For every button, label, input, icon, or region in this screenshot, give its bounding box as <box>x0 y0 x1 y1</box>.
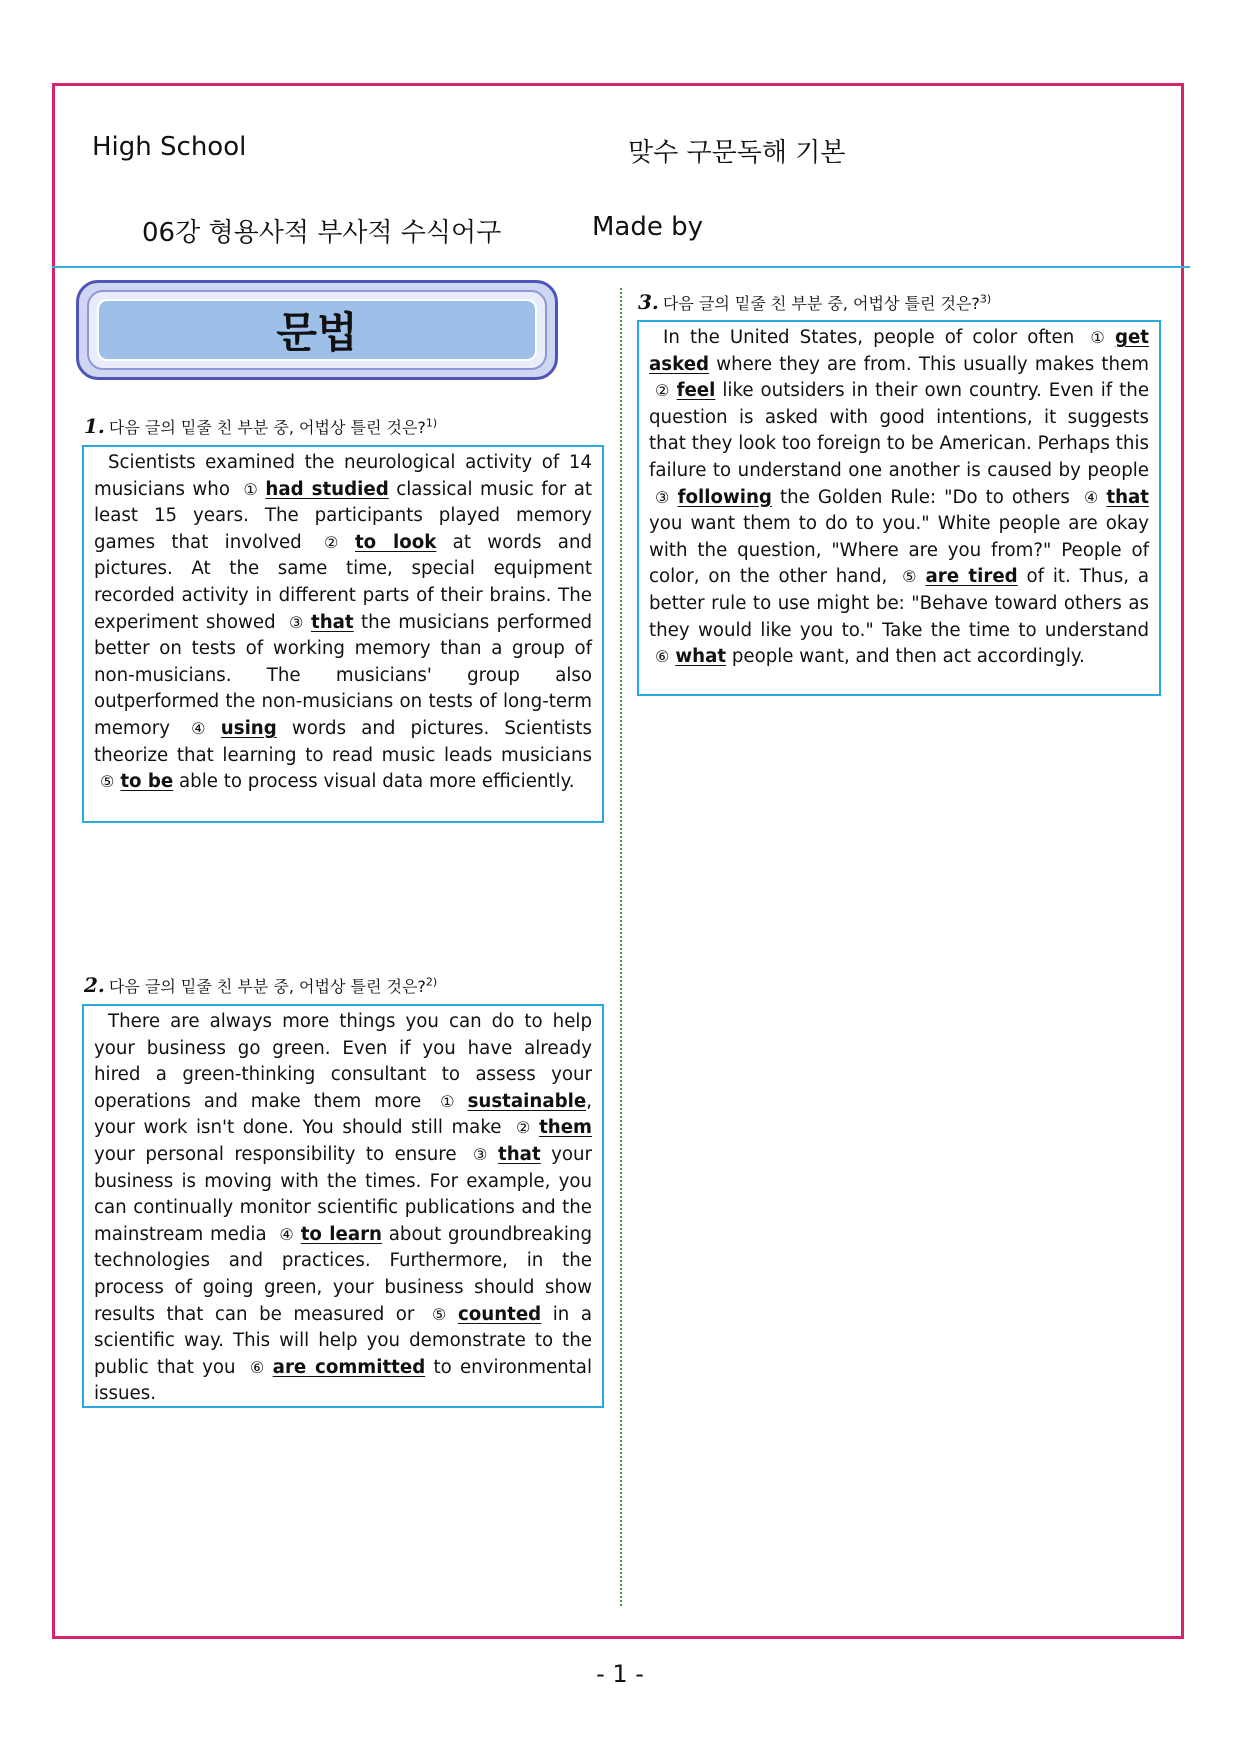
choice-marker: ⑤ <box>100 772 115 792</box>
underlined-choice: that <box>1106 486 1149 508</box>
choice-marker: ③ <box>655 487 672 507</box>
made-by-label: Made by <box>592 212 704 242</box>
choice-marker: ⑤ <box>902 567 920 587</box>
underlined-choice: feel <box>676 380 716 402</box>
passage-segment: like outsiders in their own country. Even if the question is asked with good intentions, it suggests that they look too foreign to be American. Perhaps this failure to understand one another is caused by people <box>649 380 1150 481</box>
underlined-choice: following <box>677 486 772 508</box>
question-number: 1. <box>84 414 105 438</box>
choice-marker: ③ <box>289 612 306 632</box>
question-1-passage <box>82 445 604 823</box>
underlined-choice: are tired <box>925 566 1018 588</box>
question-number: 3. <box>638 290 659 314</box>
passage-segment: at words and pictures. At the same time, special equipment recorded activity in different parts of their brains. The experiment showed <box>94 531 593 633</box>
passage-text <box>94 1009 592 1408</box>
underlined-choice: to look <box>354 531 437 553</box>
underlined-choice: are committed <box>272 1356 426 1378</box>
section-banner <box>76 280 558 380</box>
question-2-passage <box>82 1004 604 1408</box>
choice-marker: ⑥ <box>655 647 670 667</box>
passage-segment: able to process visual data more efficiently. <box>173 771 575 793</box>
choice-marker: ② <box>515 1118 534 1138</box>
footnote-marker: 3) <box>979 292 992 306</box>
header-rule <box>52 266 1190 268</box>
choice-marker: ④ <box>1083 487 1101 507</box>
choice-marker: ③ <box>473 1144 493 1164</box>
passage-segment: to environmental issues. <box>94 1356 593 1405</box>
passage-text <box>94 450 592 796</box>
passage-segment: your business is moving with the times. For example, you can continually monitor scientific publications and the mainstream media <box>94 1143 592 1245</box>
passage-segment: , your work isn't done. You should still make <box>94 1090 592 1139</box>
passage-segment: people want, and then act accordingly. <box>726 646 1085 668</box>
choice-marker: ① <box>1090 328 1109 347</box>
underlined-choice: to learn <box>300 1223 383 1245</box>
passage-segment: Scientists examined the neurological activity of 14 musicians who <box>94 452 592 500</box>
choice-marker: ① <box>243 479 260 499</box>
question-1-heading <box>84 414 437 438</box>
question-3-heading <box>638 290 991 314</box>
choice-marker: ④ <box>191 718 215 738</box>
question-prompt: 다음 글의 밑줄 친 부분 중, 어법상 틀린 것은? <box>108 977 426 996</box>
underlined-choice: counted <box>457 1303 542 1325</box>
passage-segment: where they are from. This usually makes them <box>709 353 1149 375</box>
question-3-passage <box>637 320 1161 696</box>
passage-text <box>649 325 1149 671</box>
footnote-marker: 2) <box>425 975 438 989</box>
choice-marker: ② <box>655 381 671 401</box>
choice-marker: ① <box>440 1091 462 1111</box>
underlined-choice: that <box>498 1143 541 1165</box>
book-title: 맞수 구문독해 기본 <box>628 138 846 168</box>
question-prompt: 다음 글의 밑줄 친 부분 중, 어법상 틀린 것은? <box>662 294 980 313</box>
question-2-heading <box>84 973 437 997</box>
banner-label: 문법 <box>97 299 537 361</box>
school-label: High School <box>92 132 247 162</box>
underlined-choice: get asked <box>649 327 1150 375</box>
passage-segment: in a scientific way. This will help you demonstrate to the public that you <box>94 1303 592 1378</box>
passage-segment: you want them to do to you." White people are okay with the question, "Where are you from?" People of color, on the other hand, <box>649 513 1149 588</box>
underlined-choice: using <box>220 717 277 739</box>
passage-segment: of it. Thus, a better rule to use might be: "Behave toward others as they would like you to." Take the time to understand <box>649 566 1149 641</box>
passage-segment: about groundbreaking technologies and practices. Furthermore, in the process of going green, your business should show results that can be measured or <box>94 1223 593 1325</box>
passage-segment: the Golden Rule: "Do to others <box>771 486 1078 508</box>
underlined-choice: that <box>311 611 354 633</box>
passage-segment: There are always more things you can do to help your business go green. Even if you have already hired a green-thinking consultant to assess your operations and make them more <box>94 1011 592 1112</box>
underlined-choice: what <box>675 646 727 668</box>
passage-segment: words and pictures. Scientists theorize that learning to read music leads musicians <box>94 717 592 766</box>
choice-marker: ⑤ <box>431 1304 452 1324</box>
passage-segment: classical music for at least 15 years. The participants played memory games that involved <box>94 478 592 553</box>
choice-marker: ② <box>324 532 349 552</box>
page-number: - 1 - <box>596 1660 644 1688</box>
footnote-marker: 1) <box>425 416 438 430</box>
lesson-title: 06강 형용사적 부사적 수식어구 <box>142 218 502 248</box>
question-prompt: 다음 글의 밑줄 친 부분 중, 어법상 틀린 것은? <box>108 418 426 437</box>
choice-marker: ⑥ <box>249 1357 267 1377</box>
passage-segment: your personal responsibility to ensure <box>94 1143 468 1165</box>
underlined-choice: them <box>539 1117 592 1139</box>
passage-segment: the musicians performed better on tests of working memory than a group of non-musicians. The musicians' group also outperformed the non-musicians on tests of long-term memory <box>94 611 593 739</box>
choice-marker: ④ <box>279 1224 295 1244</box>
underlined-choice: to be <box>120 771 174 793</box>
question-number: 2. <box>84 973 105 997</box>
column-divider <box>620 288 622 1606</box>
passage-segment: In the United States, people of color often <box>663 327 1085 348</box>
underlined-choice: sustainable <box>467 1090 587 1112</box>
underlined-choice: had studied <box>265 478 389 500</box>
